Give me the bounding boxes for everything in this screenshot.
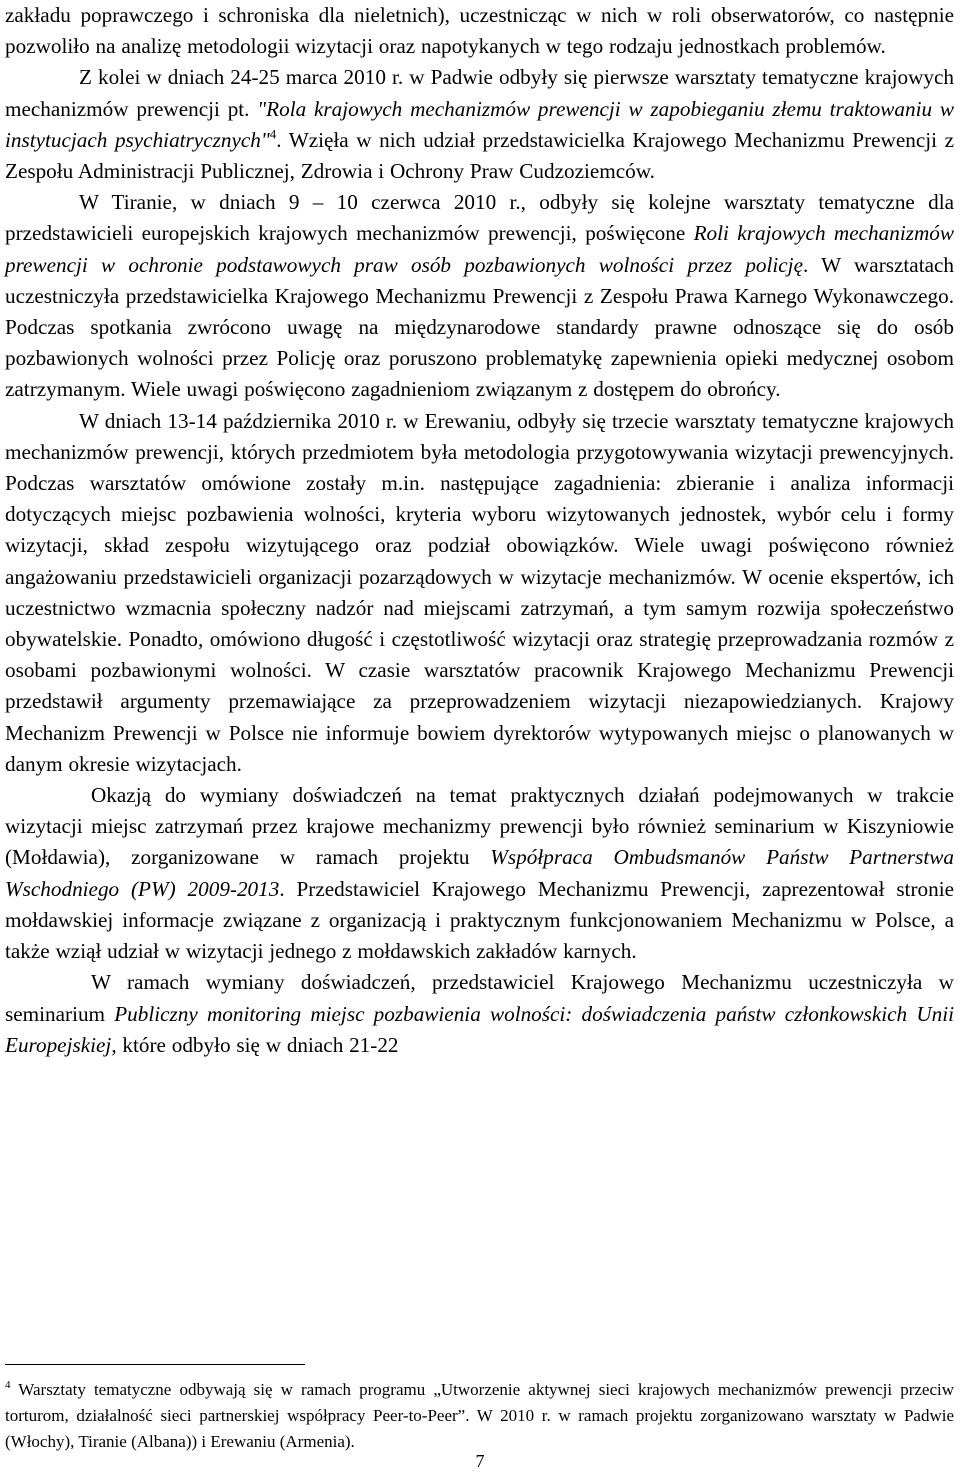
paragraph-1 <box>5 0 954 62</box>
paragraph-1-text: zakładu poprawczego i schroniska dla nieletnich), uczestnicząc w nich w roli obserwatorów, co następnie pozwoliło na analizę metodologii wizytacji oraz napotykanych w tego rodzaju jednostkach problemów. <box>5 3 954 59</box>
footnote <box>5 1377 954 1455</box>
footnote-separator <box>5 1364 305 1365</box>
footnote-reference[interactable]: 4 <box>269 126 277 142</box>
paragraph-padwa-text-a: Z kolei w dniach 24-25 marca 2010 r. w Padwie odbyły się pierwsze warsztaty tematyczne krajowych mechanizmów prewencji pt. <box>5 65 954 121</box>
paragraph-padwa <box>5 62 954 187</box>
paragraph-kiszyniow-text-a: Okazją do wymiany doświadczeń na temat praktycznych działań podejmowanych w trakcie wizytacji miejsc zatrzymań przez krajowe mechanizmy prewencji było również seminarium w Kiszyniowie (Mołdawia), zorganizowane w ramach projektu <box>5 783 954 870</box>
paragraph-padwa-text-b: . Wzięła w nich udział przedstawicielka Krajowego Mechanizmu Prewencji z Zespołu Administracji Publicznej, Zdrowia i Ochrony Praw Cudzoziemców. <box>5 127 954 184</box>
paragraph-seminarium <box>5 967 954 1061</box>
project-title: Współpraca Ombudsmanów Państw Partnerstwa Wschodniego (PW) 2009-2013 <box>5 845 954 901</box>
body-text <box>5 0 954 1061</box>
paragraph-tirana <box>5 187 954 405</box>
paragraph-erewan <box>5 406 954 780</box>
workshop-title-padwa: "Rola krajowych mechanizmów prewencji w zapobieganiu złemu traktowaniu w instytucjach psychiatrycznych" <box>5 96 954 152</box>
footnote-text: Warsztaty tematyczne odbywają się w ramach programu „Utworzenie aktywnej sieci krajowych mechanizmów prewencji przeciw torturom, działalność sieci partnerskiej współpracy Peer-to-Peer”. W 2010 r. w ramach projektu zorganizowano warsztaty w Padwie (Włochy), Tiranie (Albana)) i Erewaniu (Armenia). <box>5 1380 954 1451</box>
footnote-number: 4 <box>5 1378 11 1391</box>
paragraph-erewan-text: W dniach 13-14 października 2010 r. w Erewaniu, odbyły się trzecie warsztaty tematyczne krajowych mechanizmów prewencji, których przedmiotem była metodologia przygotowywania wizytacji prewencyjnych. Podczas warsztatów omówione zostały m.in. następujące zagadnienia: zbieranie i analiza informacji dotyczących miejsc pozbawienia wolności, kryteria wyboru wizytowanych jednostek, wybór celu i formy wizytacji, skład zespołu wizytującego oraz podział obowiązków. Wiele uwagi poświęcono również angażowaniu przedstawicieli organizacji pozarządowych w wizytacje mechanizmów. W ocenie ekspertów, ich uczestnictwo wzmacnia społeczny nadzór nad miejscami zatrzymań, a tym samym rozwija społeczeństwo obywatelskie. Ponadto, omówiono długość i częstotliwość wizytacji oraz strategię przeprowadzania rozmów z osobami pozbawionymi wolności. W czasie warsztatów pracownik Krajowego Mechanizmu Prewencji przedstawił argumenty przemawiające za przeprowadzeniem wizytacji niezapowiedzianych. Krajowy Mechanizm Prewencji w Polsce nie informuje bowiem dyrektorów wytypowanych miejsc o planowanych w danym okresie wizytacjach. <box>5 408 954 776</box>
paragraph-kiszyniow-text-b: . Przedstawiciel Krajowego Mechanizmu Prewencji, zaprezentował stronie mołdawskiej informacje związane z organizacją i praktycznym funkcjonowaniem Mechanizmu w Polsce, a także wziął udział w wizytacji jednego z mołdawskich zakładów karnych. <box>5 876 954 964</box>
paragraph-kiszyniow <box>5 780 954 967</box>
paragraph-seminarium-text-b: , które odbyło się w dniach 21-22 <box>111 1032 399 1057</box>
paragraph-tirana-text-b: . W warsztatach uczestniczyła przedstawicielka Krajowego Mechanizmu Prewencji z Zespołu Prawa Karnego Wykonawczego. Podczas spotkania zwrócono uwagę na międzynarodowe standardy prawne odnoszące się do osób pozbawionych wolności przez Policję oraz poruszono problematykę zapewnienia opieki medycznej osobom zatrzymanym. Wiele uwagi poświęcono zagadnieniom związanym z dostępem do obrońcy. <box>5 252 954 402</box>
page-number: 7 <box>475 1451 485 1471</box>
paragraph-tirana-text-a: W Tiranie, w dniach 9 – 10 czerwca 2010 r., odbyły się kolejne warsztaty tematyczne dla przedstawicieli europejskich krajowych mechanizmów prewencji, poświęcone <box>5 190 954 246</box>
paragraph-seminarium-text-a: W ramach wymiany doświadczeń, przedstawiciel Krajowego Mechanizmu uczestniczyła w seminarium <box>5 970 954 1026</box>
seminar-title: Publiczny monitoring miejsc pozbawienia wolności: doświadczenia państw członkowskich Unii Europejskiej <box>5 1001 955 1057</box>
workshop-title-tirana: Roli krajowych mechanizmów prewencji w ochronie podstawowych praw osób pozbawionych wolności przez policję <box>5 221 954 277</box>
